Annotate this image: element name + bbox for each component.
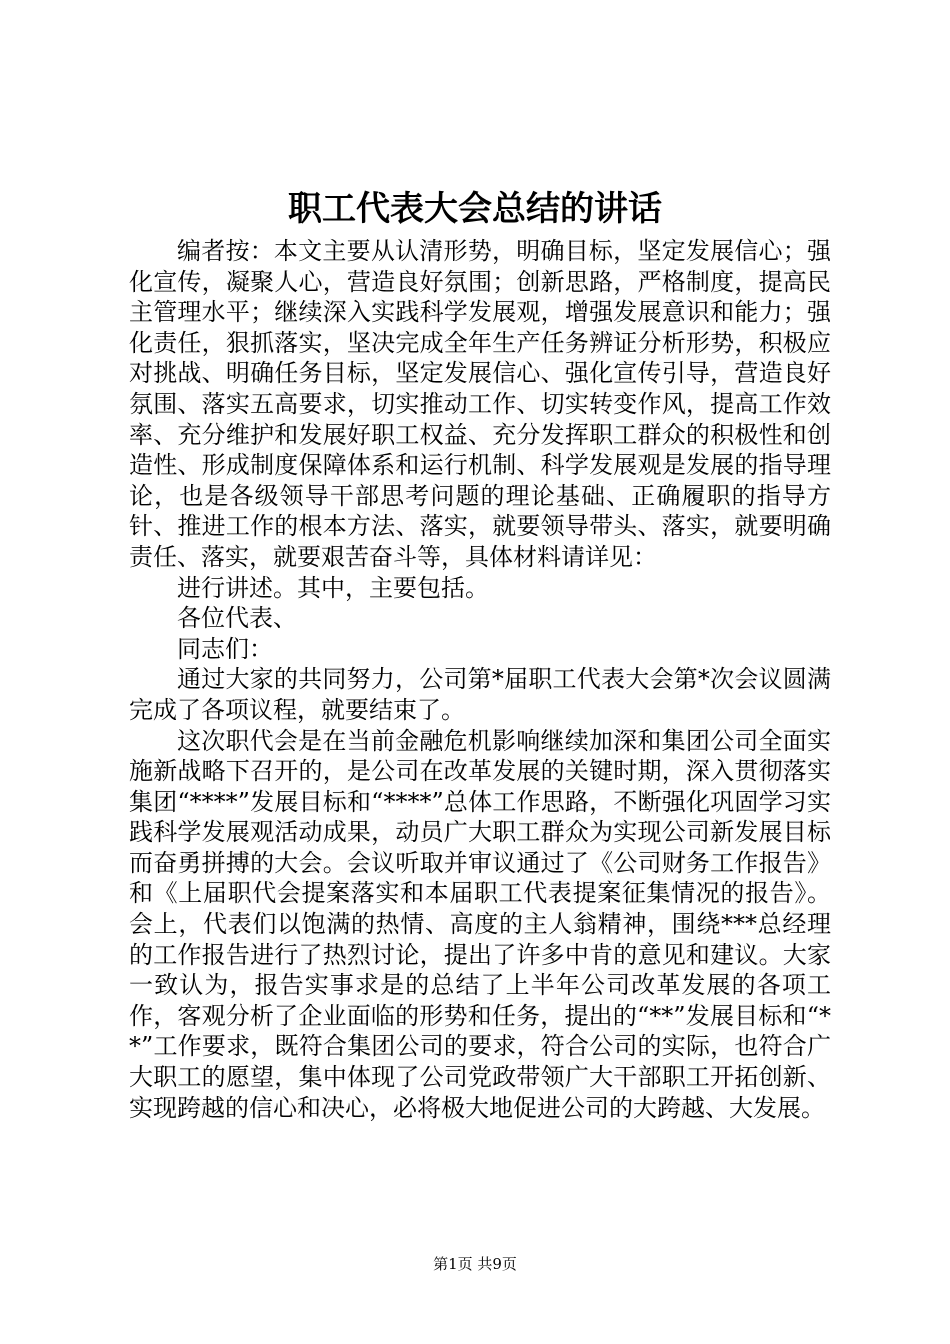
page-number-footer: 第1页 共9页: [433, 1255, 517, 1273]
editor-note-paragraph: 编者按：本文主要从认清形势，明确目标，坚定发展信心；强化宣传，凝聚人心，营造良好氛围；创新思路，严格制度，提高民主管理水平；继续深入实践科学发展观，增强发展意识和能力；强化责任，狠抓落实，坚决完成全年生产任务辨证分析形势，积极应对挑战、明确任务目标，坚定发展信心、强化宣传引导，营造良好氛围、落实五高要求，切实推动工作、切实转变作风，提高工作效率、充分维护和发展好职工权益、充分发挥职工群众的积极性和创造性、形成制度保障体系和运行机制、科学发展观是发展的指导理论，也是各级领导干部思考问题的理论基础、正确履职的指导方针、推进工作的根本方法、落实，就要领导带头、落实，就要明确责任、落实，就要艰苦奋斗等，具体材料请详见：: [129, 237, 831, 571]
document-title: 职工代表大会总结的讲话: [288, 189, 662, 229]
body-paragraph: 这次职代会是在当前金融危机影响继续加深和集团公司全面实施新战略下召开的，是公司在改革发展的关键时期，深入贯彻落实集团“****”发展目标和“****”总体工作思路，不断强化巩固学习实践科学发展观活动成果，动员广大职工群众为实现公司新发展目标而奋勇拼搏的大会。会议听取并审议通过了《公司财务工作报告》和《上届职代会提案落实和本届职工代表提案征集情况的报告》。会上，代表们以饱满的热情、高度的主人翁精神，围绕***总经理的工作报告进行了热烈讨论，提出了许多中肯的意见和建议。大家一致认为，报告实事求是的总结了上半年公司改革发展的各项工作，客观分析了企业面临的形势和任务，提出的“**”发展目标和“**”工作要求，既符合集团公司的要求，符合公司的实际，也符合广大职工的愿望，集中体现了公司党政带领广大干部职工开拓创新、实现跨越的信心和决心，必将极大地促进公司的大跨越、大发展。: [129, 726, 831, 1122]
body-paragraph: 进行讲述。其中，主要包括。: [177, 573, 489, 602]
salutation-line: 各位代表、: [177, 604, 297, 633]
body-paragraph: 通过大家的共同努力，公司第*届职工代表大会第*次会议圆满完成了各项议程，就要结束了。: [129, 665, 831, 724]
salutation-line: 同志们：: [177, 634, 273, 663]
document-body: [129, 236, 831, 1123]
